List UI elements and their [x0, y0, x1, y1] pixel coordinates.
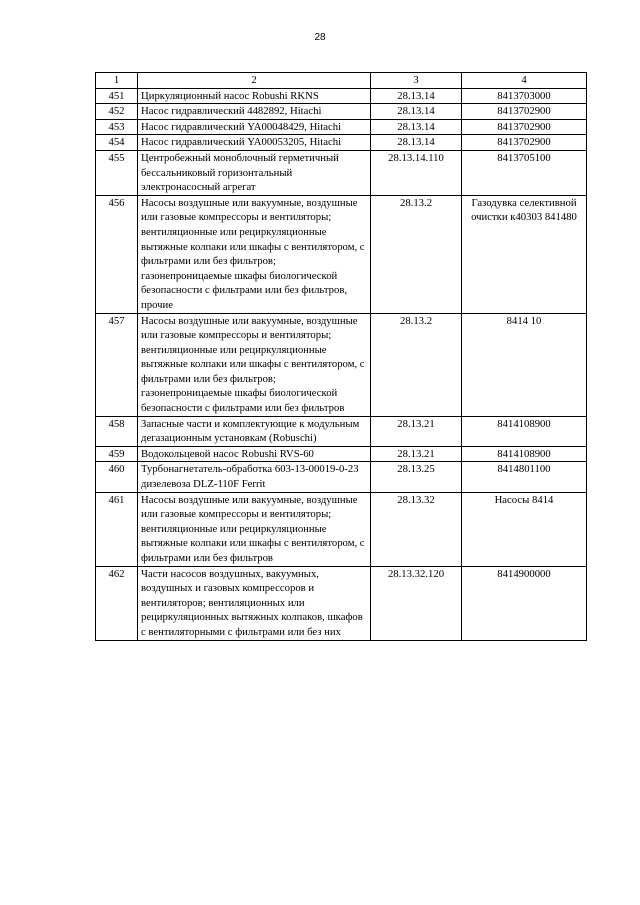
okpd-code: 28.13.14 [371, 104, 462, 120]
tnved-code: 8414900000 [462, 566, 587, 640]
row-number: 451 [96, 88, 138, 104]
okpd-code: 28.13.14 [371, 119, 462, 135]
table-row [96, 104, 587, 120]
tnved-code: 8413705100 [462, 150, 587, 195]
product-name: Запасные части и комплектующие к модульным дегазационным установкам (Robuschi) [138, 416, 371, 446]
table-header [96, 73, 587, 89]
tnved-code: Газодувка селективной очистки к40303 841480 [462, 195, 587, 313]
table-row [96, 566, 587, 640]
header-cell-1: 1 [96, 73, 138, 89]
row-number: 452 [96, 104, 138, 120]
product-name: Насос гидравлический YA00048429, Hitachi [138, 119, 371, 135]
okpd-code: 28.13.14.110 [371, 150, 462, 195]
table-row [96, 88, 587, 104]
page-number: 28 [314, 32, 326, 43]
table-row [96, 416, 587, 446]
product-name: Турбонагнетатель-обработка 603-13-00019-0-23 дизелевоза DLZ-110F Ferrit [138, 462, 371, 492]
product-name: Насос гидравлический YA00053205, Hitachi [138, 135, 371, 151]
tnved-code: 8413702900 [462, 135, 587, 151]
tnved-code: 8413702900 [462, 104, 587, 120]
row-number: 456 [96, 195, 138, 313]
okpd-code: 28.13.21 [371, 446, 462, 462]
product-name: Насосы воздушные или вакуумные, воздушные или газовые компрессоры и вентиляторы; вентиляционные или рециркуляционные вытяжные колпаки или шкафы с вентилятором, с фильтрами или без фильтров; газонепроницаемые шкафы биологической безопасности с фильтрами или без фильтров, прочие [138, 195, 371, 313]
product-name: Циркуляционный насос Robushi RKNS [138, 88, 371, 104]
row-number: 459 [96, 446, 138, 462]
product-name: Насос гидравлический 4482892, Hitachi [138, 104, 371, 120]
header-cell-3: 3 [371, 73, 462, 89]
tnved-code: 8414 10 [462, 313, 587, 416]
product-name: Насосы воздушные или вакуумные, воздушные или газовые компрессоры и вентиляторы; вентиляционные или рециркуляционные вытяжные колпаки или шкафы с вентилятором, с фильтрами или без фильтров; газонепроницаемые шкафы биологической безопасности с фильтрами или без фильтров [138, 313, 371, 416]
row-number: 457 [96, 313, 138, 416]
okpd-code: 28.13.32.120 [371, 566, 462, 640]
product-name: Водокольцевой насос Robushi RVS-60 [138, 446, 371, 462]
table-row [96, 462, 587, 492]
tnved-code: Насосы 8414 [462, 492, 587, 566]
table-row [96, 150, 587, 195]
product-name: Части насосов воздушных, вакуумных, воздушных и газовых компрессоров и вентиляторов; вентиляционных или рециркуляционных вытяжных колпаков, шкафов с вентиляторными с фильтрами или без них [138, 566, 371, 640]
tnved-code: 8414801100 [462, 462, 587, 492]
okpd-code: 28.13.21 [371, 416, 462, 446]
row-number: 455 [96, 150, 138, 195]
header-cell-4: 4 [462, 73, 587, 89]
header-cell-2: 2 [138, 73, 371, 89]
tnved-code: 8414108900 [462, 416, 587, 446]
row-number: 458 [96, 416, 138, 446]
row-number: 462 [96, 566, 138, 640]
tnved-code: 8413702900 [462, 119, 587, 135]
row-number: 454 [96, 135, 138, 151]
product-name: Насосы воздушные или вакуумные, воздушные или газовые компрессоры и вентиляторы; вентиляционные или рециркуляционные вытяжные колпаки или шкафы с вентилятором, с фильтрами или без фильтров [138, 492, 371, 566]
header-row [96, 73, 587, 89]
okpd-code: 28.13.25 [371, 462, 462, 492]
data-table [95, 72, 587, 641]
tnved-code: 8413703000 [462, 88, 587, 104]
product-name: Центробежный моноблочный герметичный бессальниковый горизонтальный электронасосный агрегат [138, 150, 371, 195]
table-row [96, 492, 587, 566]
row-number: 461 [96, 492, 138, 566]
table-row [96, 313, 587, 416]
table-row [96, 195, 587, 313]
table-row [96, 135, 587, 151]
okpd-code: 28.13.32 [371, 492, 462, 566]
okpd-code: 28.13.2 [371, 313, 462, 416]
row-number: 453 [96, 119, 138, 135]
row-number: 460 [96, 462, 138, 492]
okpd-code: 28.13.14 [371, 135, 462, 151]
table-row [96, 119, 587, 135]
okpd-code: 28.13.2 [371, 195, 462, 313]
tnved-code: 8414108900 [462, 446, 587, 462]
table-row [96, 446, 587, 462]
okpd-code: 28.13.14 [371, 88, 462, 104]
